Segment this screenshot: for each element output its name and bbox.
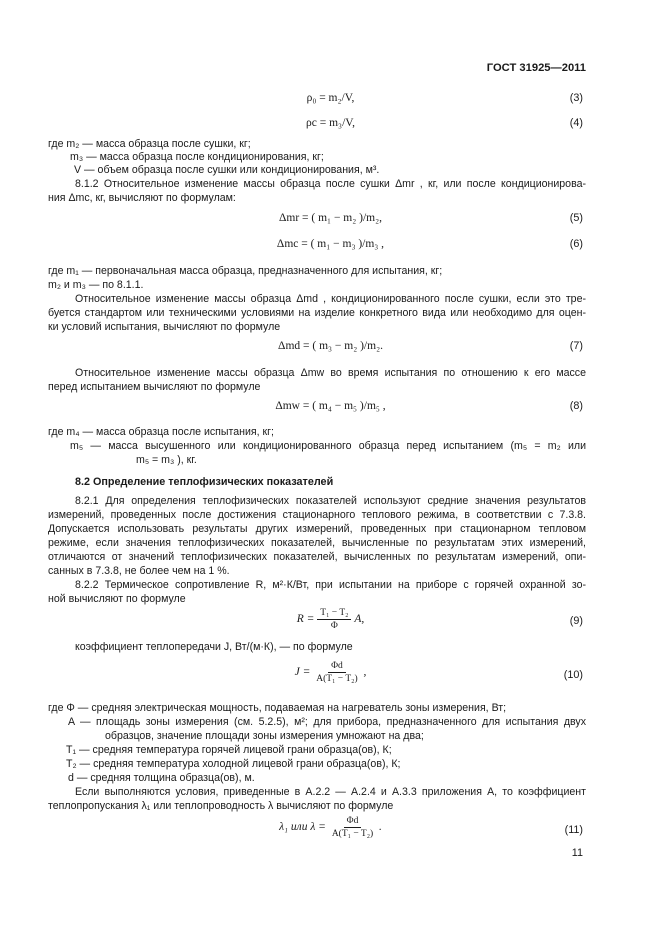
para-821-5: отличаются от значений теплофизических показателей, вычисленных по результатам измерений, опи- <box>48 551 586 563</box>
where-d: d — средняя толщина образца(ов), м. <box>68 772 255 784</box>
formula-11-number: (11) <box>564 824 583 836</box>
para-j: коэффициент теплопередачи J, Вт/(м·К), — по формуле <box>75 641 353 653</box>
formula-5-number: (5) <box>569 212 583 224</box>
where-a: A — площадь зоны измерения (см. 5.2.5), м²; для прибора, предназначенного для испытания двух <box>68 716 586 728</box>
para-821-1: 8.2.1 Для определения теплофизических показателей используют средние значения результатов <box>75 495 586 507</box>
para-812-cont: ния Δmc, кг, вычисляют по формулам: <box>48 192 236 204</box>
page-number: 11 <box>571 847 583 859</box>
where-m4: где m₄ — масса образца после испытания, кг; <box>48 426 274 438</box>
formula-10-left: J = <box>294 666 311 679</box>
formula-10-numerator: Φd <box>328 660 346 673</box>
para-821-6: санных в 7.3.8, не более чем на 1 %. <box>48 565 230 577</box>
where-m3: m₃ — масса образца после кондиционирования, кг; <box>70 151 324 163</box>
formula-9-right: A, <box>354 613 365 626</box>
where-t2: T₂ — средняя температура холодной лицевой грани образца(ов), К; <box>66 758 401 770</box>
formula-8 <box>0 398 661 418</box>
formula-9-left: R = <box>296 613 315 626</box>
standard-header: ГОСТ 31925—2011 <box>486 62 586 74</box>
formula-8-expression: Δmw = ( m₄ − m₅ )/m₅ , <box>275 400 386 412</box>
formula-6-number: (6) <box>569 238 583 250</box>
formula-5 <box>0 210 661 230</box>
where-m1: где m₁ — первоначальная масса образца, предназначенного для испытания, кг; <box>48 265 443 277</box>
where-m5: m₅ — масса высушенного или кондиционированного образца перед испытанием (m₅ = m₂ или <box>70 440 586 452</box>
para-dmw-2: перед испытанием вычисляют по формуле <box>48 381 261 393</box>
where-t1: T₁ — средняя температура горячей лицевой грани образца(ов), К; <box>66 744 392 756</box>
formula-10-denominator: A(T₁ − T₂) <box>316 674 358 684</box>
formula-3 <box>0 90 661 110</box>
where-m5-cont: m₅ = m₃ ), кг. <box>136 454 197 466</box>
para-822-1: 8.2.2 Термическое сопротивление R, м²·К/Вт, при испытании на приборе с горячей охранной зо- <box>75 579 586 591</box>
formula-10-number: (10) <box>563 669 583 681</box>
formula-9-number-row <box>0 613 661 633</box>
formula-11-left: λ₁ или λ = <box>279 821 326 834</box>
formula-3-expression: ρ₀ = m₂/V, <box>306 92 355 104</box>
para-821-4: режиме, если значения теплофизических показателей, вычисленные по результатам этих измерений, <box>48 537 586 549</box>
where-m2: где m₂ — масса образца после сушки, кг; <box>48 138 251 150</box>
para-822-2: ной вычисляют по формуле <box>48 593 186 605</box>
formula-10-right: , <box>363 666 367 679</box>
formula-9-denominator: Φ <box>330 621 338 631</box>
formula-9-numerator: T₁ − T₂ <box>317 607 351 620</box>
formula-3-number: (3) <box>569 92 583 104</box>
where-a-cont: образцов, значение площади зоны измерения умножают на два; <box>105 730 424 742</box>
para-821-3: Допускается использовать результаты других измерений, проведенных при стационарном тепловом <box>48 523 586 535</box>
formula-6 <box>0 236 661 256</box>
para-dmd-3: ки условий испытания, вычисляют по формуле <box>48 321 281 333</box>
formula-6-expression: Δmc = ( m₁ − m₃ )/m₃ , <box>276 238 385 250</box>
where-m2-m3: m₂ и m₃ — по 8.1.1. <box>48 279 144 291</box>
formula-4-expression: ρc = m₃/V, <box>306 117 355 129</box>
para-821-2: измерений, проведенных после достижения стационарного теплового режима, в соответствии с 7.3.8. <box>48 509 586 521</box>
formula-7-expression: Δmd = ( m₃ − m₂ )/m₂. <box>278 340 383 352</box>
formula-8-number: (8) <box>569 400 583 412</box>
formula-7-number: (7) <box>569 340 583 352</box>
where-phi: где Φ — средняя электрическая мощность, подаваемая на нагреватель зоны измерения, Вт; <box>48 702 507 714</box>
para-lambda-2: теплопропускания λ₁ или теплопроводность λ вычисляют по формуле <box>48 800 394 812</box>
para-lambda-1: Если выполняются условия, приведенные в А.2.2 — А.2.4 и А.3.3 приложения А, то коэффициент <box>75 786 586 798</box>
formula-7 <box>0 338 661 358</box>
formula-5-expression: Δmr = ( m₁ − m₂ )/m₂, <box>279 212 382 224</box>
where-v: V — объем образца после сушки или кондиционирования, м³. <box>74 164 380 176</box>
para-dmd-1: Относительное изменение массы образца Δmd , кондиционированного после сушки, если это тре- <box>75 293 586 305</box>
formula-11-number-row <box>0 822 661 842</box>
para-812: 8.1.2 Относительное изменение массы образца после сушки Δmr , кг, или после кондиционирова- <box>75 178 586 190</box>
formula-11-denominator: A(T₁ − T₂) <box>331 829 374 839</box>
formula-9-number: (9) <box>569 615 583 627</box>
formula-4 <box>0 115 661 135</box>
formula-4-number: (4) <box>569 117 583 129</box>
para-dmd-2: буется стандартом или техническими условиями на изделие конкретного вида или необходимо для оцен- <box>48 307 586 319</box>
formula-10-number-row <box>0 667 661 687</box>
formula-11-right: . <box>379 821 382 834</box>
section-title-8-2: 8.2 Определение теплофизических показателей <box>75 476 334 488</box>
para-dmw-1: Относительное изменение массы образца Δmw во время испытания по отношению к его массе <box>75 367 586 379</box>
formula-11-numerator: Φd <box>344 815 362 828</box>
